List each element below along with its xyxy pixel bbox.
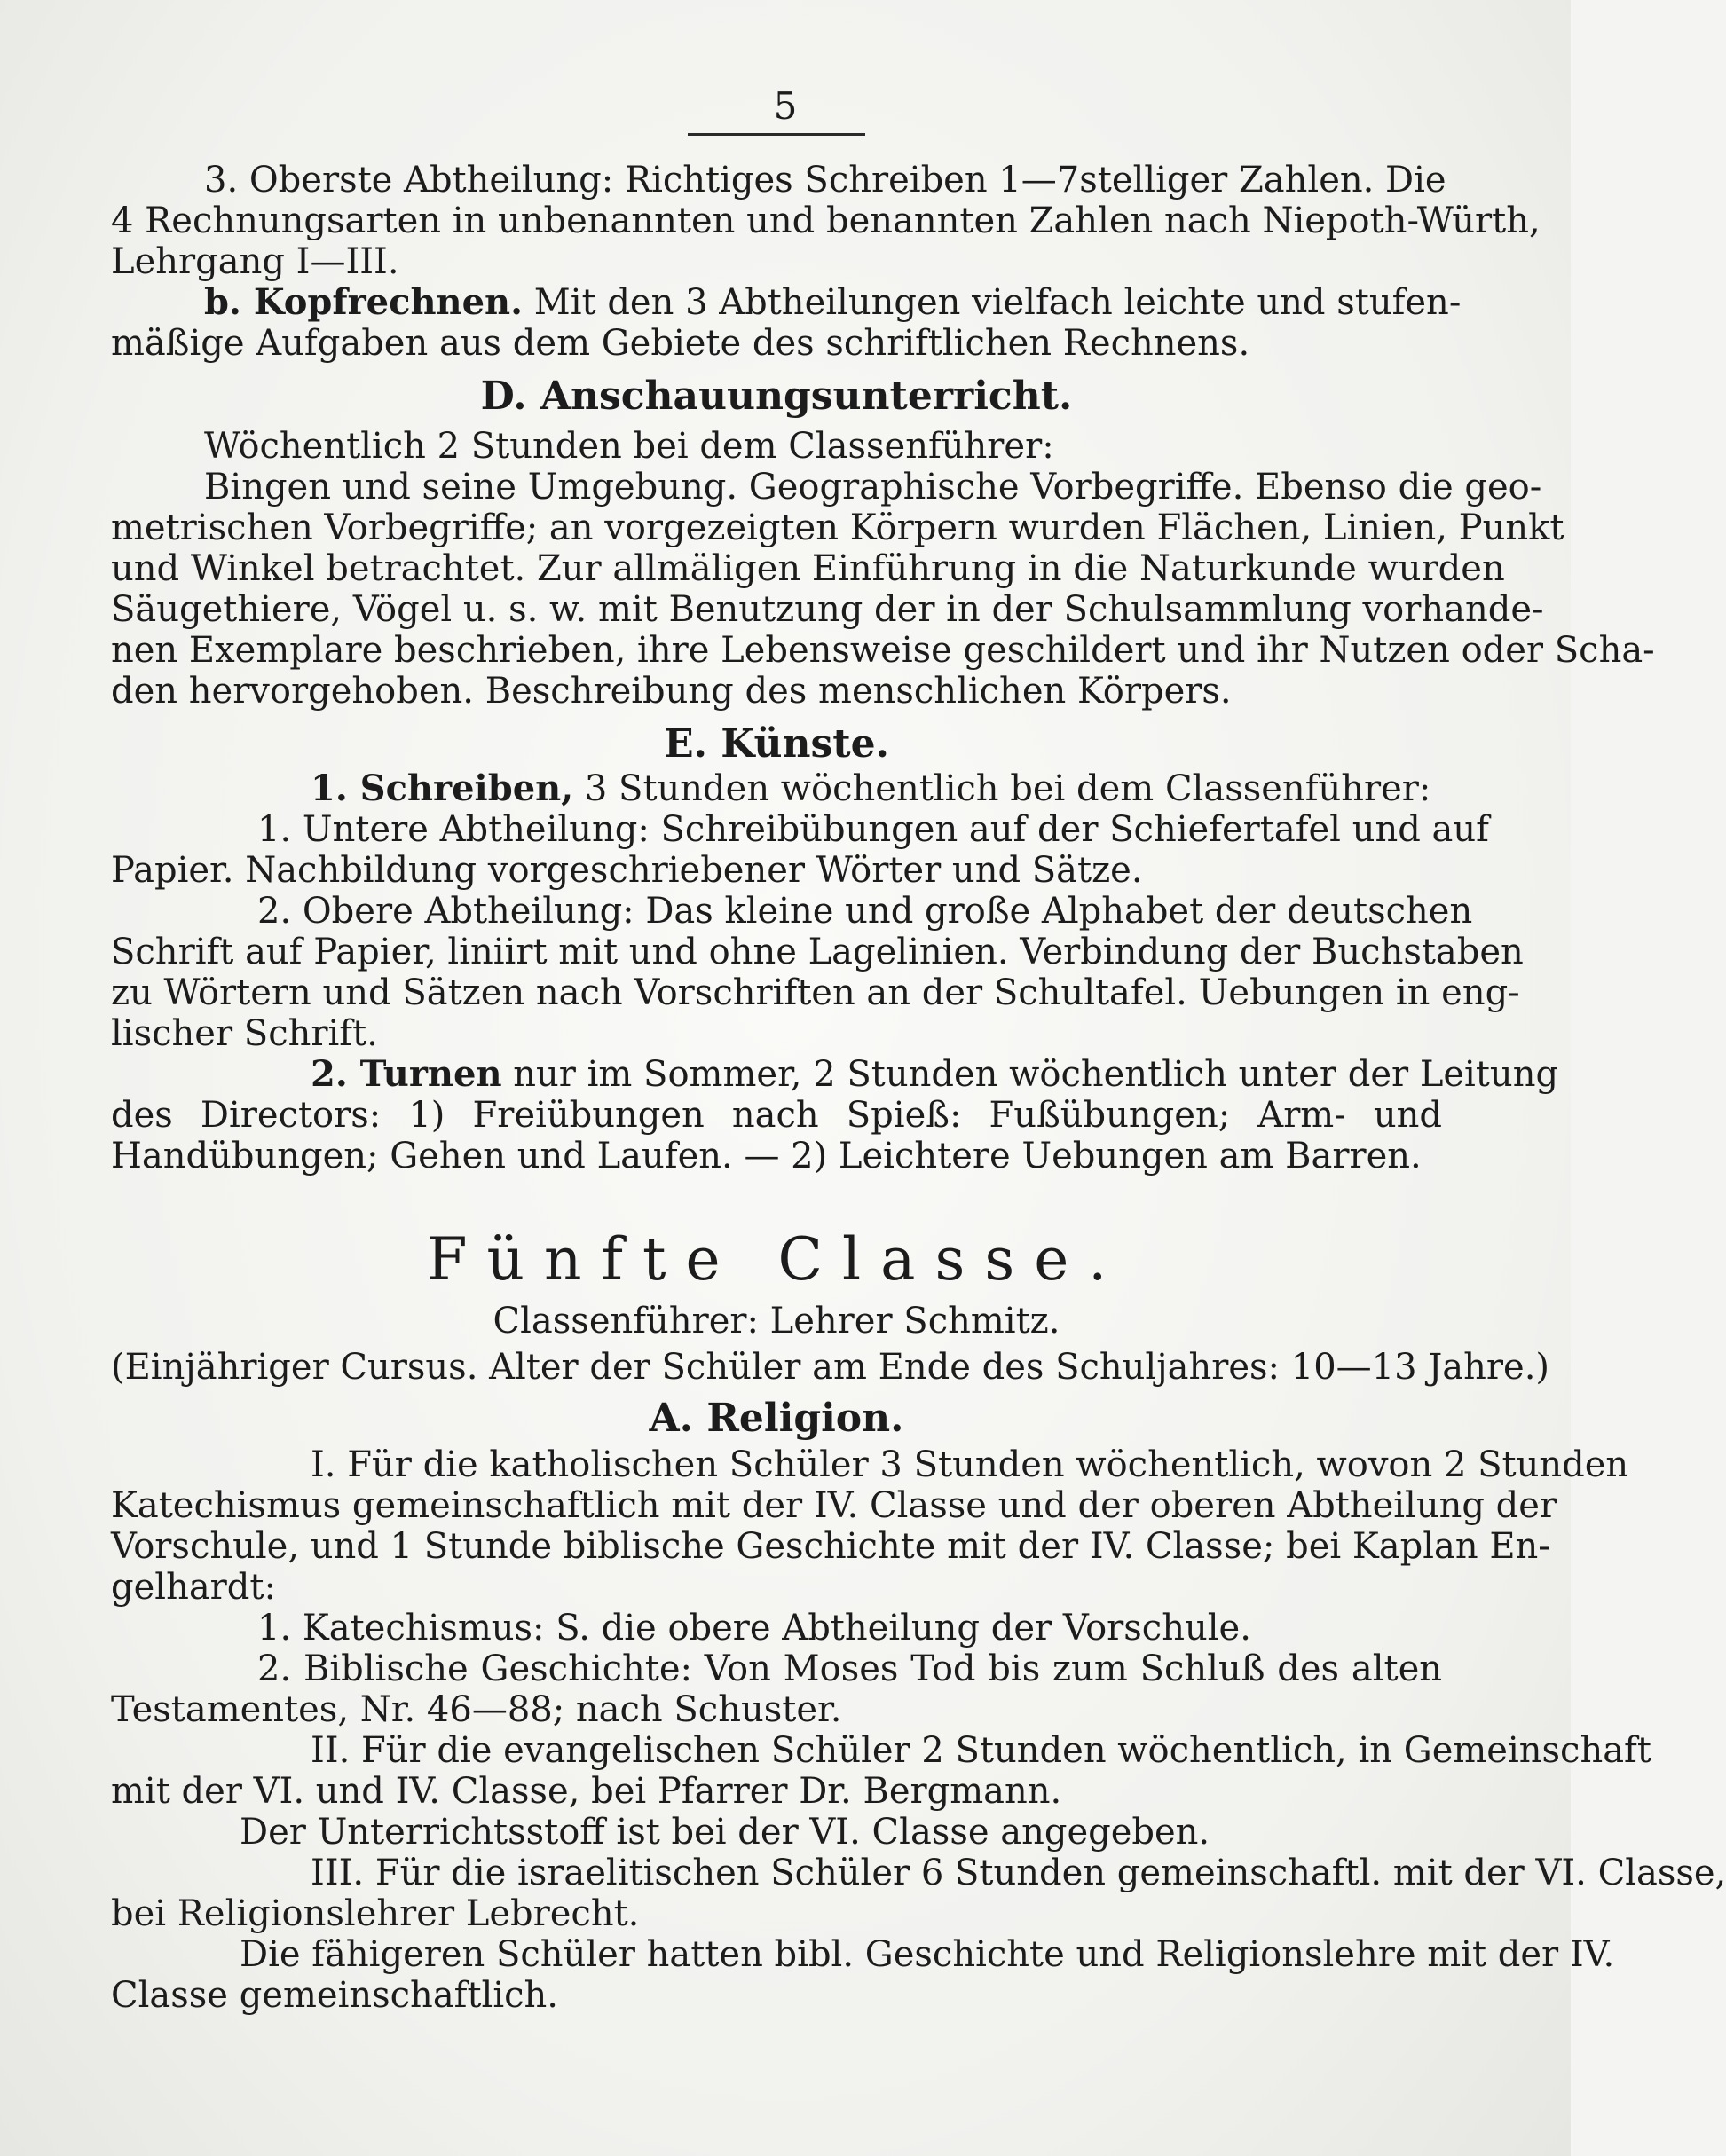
text-line: 3. Oberste Abtheilung: Richtiges Schreiben 1—7stelliger Zahlen. Die	[204, 160, 1446, 201]
class-section	[111, 1224, 1726, 2016]
text-line: II. Für die evangelischen Schüler 2 Stunden wöchentlich, in Gemeinschaft	[311, 1730, 1651, 1771]
text-line: b. Kopfrechnen. Mit den 3 Abtheilungen vielfach leichte und stufen-	[204, 281, 1462, 323]
text-line: mäßige Aufgaben aus dem Gebiete des schriftlichen Rechnens.	[111, 323, 1250, 364]
text-line: nen Exemplare beschrieben, ihre Lebensweise geschildert und ihr Nutzen oder Scha-	[111, 630, 1655, 671]
text-line: zu Wörtern und Sätzen nach Vorschriften an der Schultafel. Uebungen in eng-	[111, 972, 1520, 1013]
class-teacher: Classenführer: Lehrer Schmitz.	[493, 1301, 1060, 1342]
class-note: (Einjähriger Cursus. Alter der Schüler am Ende des Schuljahres: 10—13 Jahre.)	[111, 1347, 1550, 1388]
text-line: lischer Schrift.	[111, 1013, 378, 1054]
text-line: Wöchentlich 2 Stunden bei dem Classenführer:	[204, 426, 1054, 467]
section-heading-d: D. Anschauungsunterricht.	[480, 374, 1073, 419]
text-line: Die fähigeren Schüler hatten bibl. Geschichte und Religionslehre mit der IV.	[240, 1934, 1615, 1975]
section-heading-e: E. Künste.	[664, 721, 889, 767]
subheading-schreiben: 1. Schreiben,	[311, 767, 574, 809]
text-line: Classe gemeinschaftlich.	[111, 1975, 559, 2016]
text-line: 1. Untere Abtheilung: Schreibübungen auf der Schiefertafel und auf	[257, 809, 1489, 850]
text-line: des Directors: 1) Freiübungen nach Spieß: Fußübungen; Arm- und	[111, 1095, 1442, 1136]
text-line: Testamentes, Nr. 46—88; nach Schuster.	[111, 1689, 842, 1730]
subheading-kopfrechnen: b. Kopfrechnen.	[204, 281, 524, 323]
text-line: gelhardt:	[111, 1567, 276, 1608]
text-line: und Winkel betrachtet. Zur allmäligen Einführung in die Naturkunde wurden	[111, 548, 1505, 589]
text-line: I. Für die katholischen Schüler 3 Stunden wöchentlich, wovon 2 Stunden	[311, 1444, 1629, 1485]
text-line: 2. Turnen nur im Sommer, 2 Stunden wöchentlich unter der Leitung	[311, 1053, 1559, 1095]
text-line: 2. Biblische Geschichte: Von Moses Tod bis zum Schluß des alten	[257, 1648, 1442, 1689]
text-line: Lehrgang I—III.	[111, 241, 399, 282]
text-line: Katechismus gemeinschaftlich mit der IV. Classe und der oberen Abtheilung der	[111, 1485, 1557, 1526]
text-line: Bingen und seine Umgebung. Geographische Vorbegriffe. Ebenso die geo-	[204, 467, 1542, 508]
text-line: 2. Obere Abtheilung: Das kleine und große Alphabet der deutschen	[257, 891, 1473, 932]
text-line: bei Religionslehrer Lebrecht.	[111, 1893, 640, 1934]
text-line: Vorschule, und 1 Stunde biblische Geschichte mit der IV. Classe; bei Kaplan En-	[111, 1526, 1550, 1567]
text-line: Handübungen; Gehen und Laufen. — 2) Leichtere Uebungen am Barren.	[111, 1136, 1422, 1176]
subheading-turnen: 2. Turnen	[311, 1053, 502, 1095]
text-line: 1. Schreiben, 3 Stunden wöchentlich bei dem Classenführer:	[311, 767, 1431, 809]
text-line: III. Für die israelitischen Schüler 6 Stunden gemeinschaftl. mit der VI. Classe,	[311, 1853, 1726, 1893]
text-line: 4 Rechnungsarten in unbenannten und benannten Zahlen nach Niepoth-Würth,	[111, 201, 1541, 241]
class-title: Fünfte Classe.	[426, 1225, 1127, 1294]
text-line: mit der VI. und IV. Classe, bei Pfarrer Dr. Bergmann.	[111, 1771, 1062, 1812]
text-line: Der Unterrichtsstoff ist bei der VI. Classe angegeben.	[240, 1812, 1210, 1853]
section-heading-a: A. Religion.	[649, 1396, 904, 1441]
text-line: 1. Katechismus: S. die obere Abtheilung der Vorschule.	[257, 1608, 1251, 1648]
text-line: den hervorgehoben. Beschreibung des menschlichen Körpers.	[111, 671, 1232, 712]
header-rule	[688, 133, 865, 136]
page-number: 5	[773, 84, 798, 128]
text-body	[111, 160, 1655, 1176]
text-line: metrischen Vorbegriffe; an vorgezeigten Körpern wurden Flächen, Linien, Punkt	[111, 508, 1564, 548]
text-line: Säugethiere, Vögel u. s. w. mit Benutzung der in der Schulsammlung vorhande-	[111, 589, 1544, 630]
text-line: Papier. Nachbildung vorgeschriebener Wörter und Sätze.	[111, 850, 1143, 891]
text-line: Schrift auf Papier, liniirt mit und ohne Lagelinien. Verbindung der Buchstaben	[111, 932, 1524, 972]
